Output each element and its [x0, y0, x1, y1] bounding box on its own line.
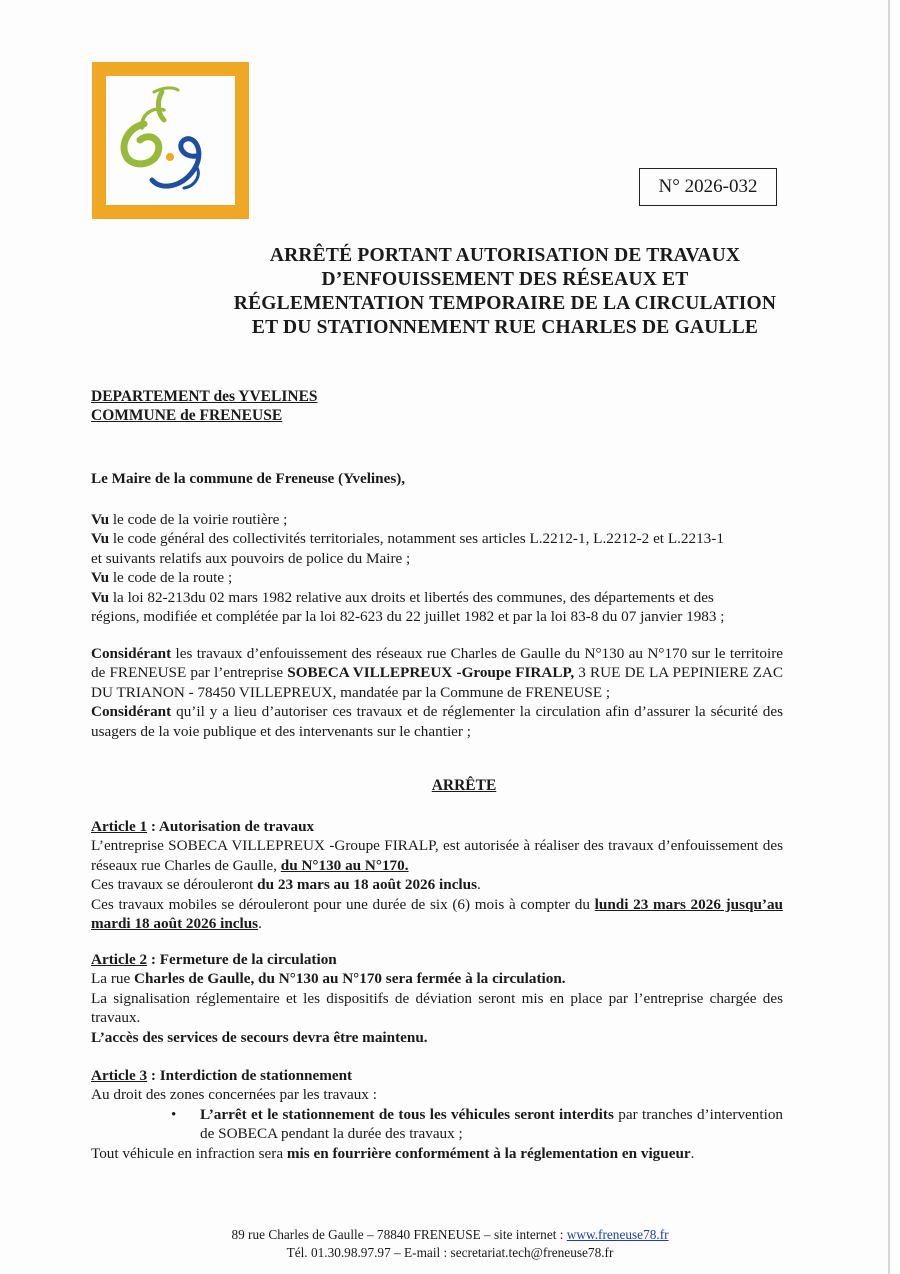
article-2-signage: La signalisation réglementaire et les dispositifs de déviation seront mis en place par l’entreprise chargée des travaux.	[91, 989, 783, 1027]
article-3-title: Article 3 : Interdiction de stationnement	[91, 1067, 353, 1084]
arrete-heading: ARRÊTE	[431, 777, 497, 794]
article-1-duration: Ces travaux mobiles se dérouleront pour une durée de six (6) mois à compter du lundi 23 mars 2026 jusqu’au mardi 18 août 2026 inclus.	[91, 895, 783, 933]
mayor-heading: Le Maire de la commune de Freneuse (Yvelines),	[91, 470, 406, 487]
bullet-icon: •	[171, 1105, 177, 1123]
department-label: DEPARTEMENT des YVELINES	[91, 388, 318, 405]
mayor-line	[91, 469, 783, 488]
decree-number: N° 2026-032	[639, 168, 777, 206]
article-2-emergency: L’accès des services de secours devra être maintenu.	[91, 1028, 428, 1046]
page-edge-divider	[888, 0, 890, 1274]
vu-item: Vu le code général des collectivités territoriales, notamment ses articles L.2212-1, L.2212-2 et L.2213-1	[91, 530, 724, 548]
article-3	[91, 1066, 783, 1163]
vu-item-continuation: et suivants relatifs aux pouvoirs de police du Maire ;	[91, 549, 411, 567]
considerant-item: Considérant les travaux d’enfouissement des réseaux rue Charles de Gaulle du N°130 au N°170 sur le territoire de FRENEUSE par l’entreprise SOBECA VILLEPREUX -Groupe FIRALP, 3 RUE DE LA PEPINIERE ZAC DU TRIANON - 78450 VILLEPREUX, mandatée par la Commune de FRENEUSE ;	[91, 645, 783, 701]
article-2-closure: La rue Charles de Gaulle, du N°130 au N°170 sera fermée à la circulation.	[91, 970, 566, 988]
article-3-intro: Au droit des zones concernées par les travaux :	[91, 1086, 377, 1104]
title-line: RÉGLEMENTATION TEMPORAIRE DE LA CIRCULATION	[233, 293, 777, 314]
article-2	[91, 950, 783, 1047]
page-footer	[0, 1226, 900, 1262]
article-3-towing: Tout véhicule en infraction sera mis en fourrière conformément à la réglementation en vigueur.	[91, 1144, 695, 1162]
vu-section	[91, 510, 783, 626]
considerant-item: Considérant qu’il y a lieu d’autoriser ces travaux et de réglementer la circulation afin d’assurer la sécurité des usagers de la voie publique et des intervenants sur le chantier ;	[91, 703, 783, 740]
article-2-title: Article 2 : Fermeture de la circulation	[91, 951, 337, 968]
article-1-text: L’entreprise SOBECA VILLEPREUX -Groupe FIRALP, est autorisée à réaliser des travaux d’enfouissement des réseaux rue Charles de Gaulle, du N°130 au N°170.	[91, 837, 783, 874]
title-line: ET DU STATIONNEMENT RUE CHARLES DE GAULLE	[251, 317, 759, 338]
freneuse-logo	[92, 62, 249, 219]
article-3-bullet: • L’arrêt et le stationnement de tous les véhicules seront interdits par tranches d’intervention de SOBECA pendant la durée des travaux ;	[171, 1105, 784, 1143]
footer-contact: Tél. 01.30.98.97.97 – E-mail : secretariat.tech@freneuse78.fr	[286, 1245, 614, 1260]
considerant-section	[91, 644, 783, 741]
article-1-dates: Ces travaux se dérouleront du 23 mars au 18 août 2026 inclus.	[91, 876, 481, 894]
title-line: ARRÊTÉ PORTANT AUTORISATION DE TRAVAUX	[269, 245, 741, 266]
title-line: D’ENFOUISSEMENT DES RÉSEAUX ET	[321, 269, 689, 290]
article-1	[91, 817, 783, 933]
vu-item-continuation: régions, modifiée et complétée par la loi 82-623 du 22 juillet 1982 et par la loi 83-8 du 07 janvier 1983 ;	[91, 608, 725, 626]
vu-item: Vu le code de la voirie routière ;	[91, 511, 288, 528]
website-link[interactable]: www.freneuse78.fr	[566, 1227, 669, 1242]
article-1-title: Article 1 : Autorisation de travaux	[91, 818, 315, 835]
footer-address: 89 rue Charles de Gaulle – 78840 FRENEUSE – site internet : www.freneuse78.fr	[231, 1227, 669, 1242]
decree-title	[160, 244, 850, 340]
administrative-header	[91, 387, 318, 425]
vu-item: Vu la loi 82-213du 02 mars 1982 relative aux droits et libertés des communes, des départements et des	[91, 588, 714, 606]
commune-label: COMMUNE de FRENEUSE	[91, 407, 283, 424]
vu-item: Vu le code de la route ;	[91, 569, 233, 587]
